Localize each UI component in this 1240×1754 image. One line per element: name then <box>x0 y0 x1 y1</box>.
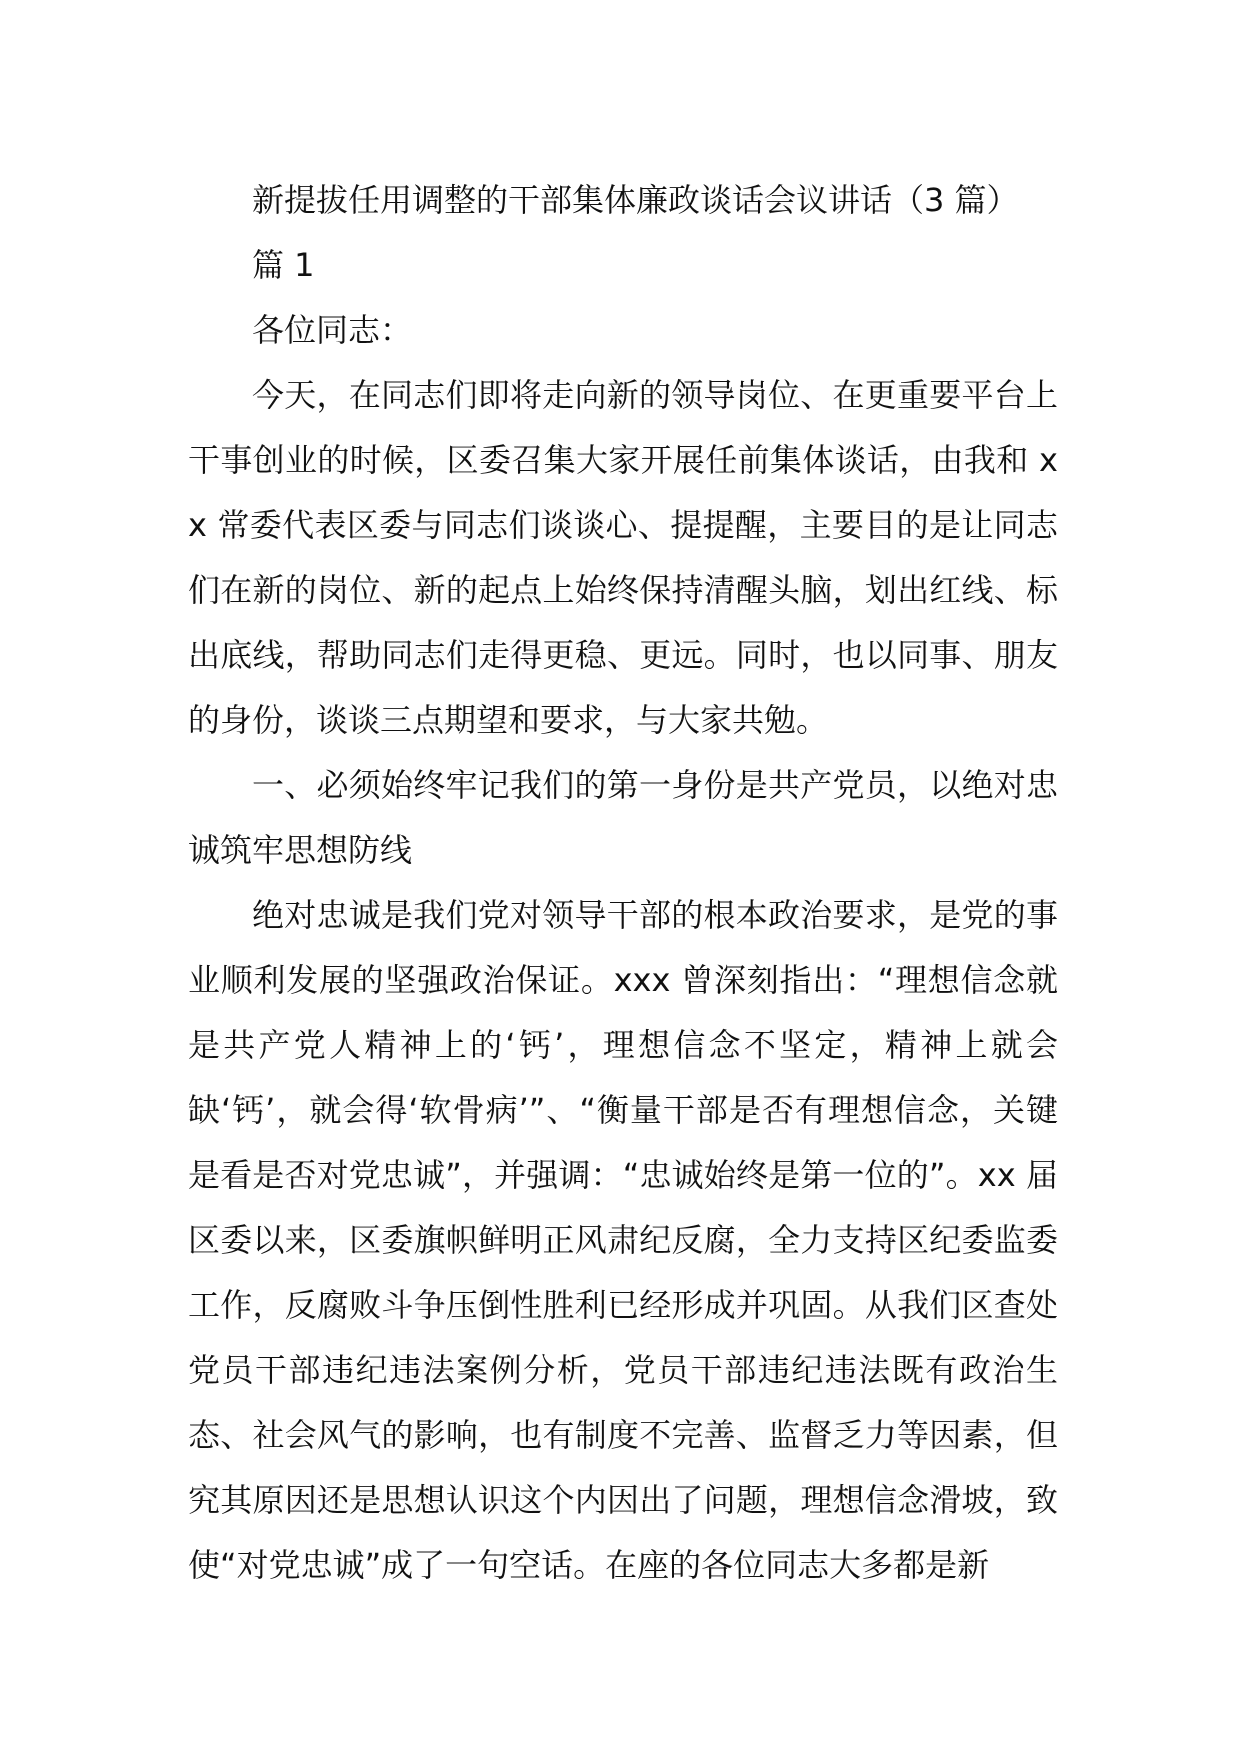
salutation: 各位同志： <box>252 311 413 349</box>
section-label: 篇 1 <box>252 246 315 284</box>
document-body <box>188 168 1058 1598</box>
paragraph-intro: 今天，在同志们即将走向新的领导岗位、在更重要平台上干事创业的时候，区委召集大家开展任前集体谈话，由我和 xx 常委代表区委与同志们谈谈心、提提醒，主要目的是让同志们在新的岗位、新的起点上始终保持清醒头脑，划出红线、标出底线，帮助同志们走得更稳、更远。同时，也以同事、朋友的身份，谈谈三点期望和要求，与大家共勉。 <box>188 376 1058 739</box>
document-title: 新提拔任用调整的干部集体廉政谈话会议讲话（3 篇） <box>252 181 1019 219</box>
paragraph-loyalty: 绝对忠诚是我们党对领导干部的根本政治要求，是党的事业顺利发展的坚强政治保证。xxx 曾深刻指出：“理想信念就是共产党人精神上的‘钙’，理想信念不坚定，精神上就会缺‘钙’，就会得‘软骨病’”、“衡量干部是否有理想信念，关键是看是否对党忠诚”，并强调：“忠诚始终是第一位的”。xx 届区委以来，区委旗帜鲜明正风肃纪反腐，全力支持区纪委监委工作，反腐败斗争压倒性胜利已经形成并巩固。从我们区查处党员干部违纪违法案例分析，党员干部违纪违法既有政治生态、社会风气的影响，也有制度不完善、监督乏力等因素，但究其原因还是思想认识这个内因出了问题，理想信念滑坡，致使“对党忠诚”成了一句空话。在座的各位同志大多都是新 <box>188 896 1058 1584</box>
section-heading-1: 一、必须始终牢记我们的第一身份是共产党员，以绝对忠诚筑牢思想防线 <box>188 766 1058 869</box>
